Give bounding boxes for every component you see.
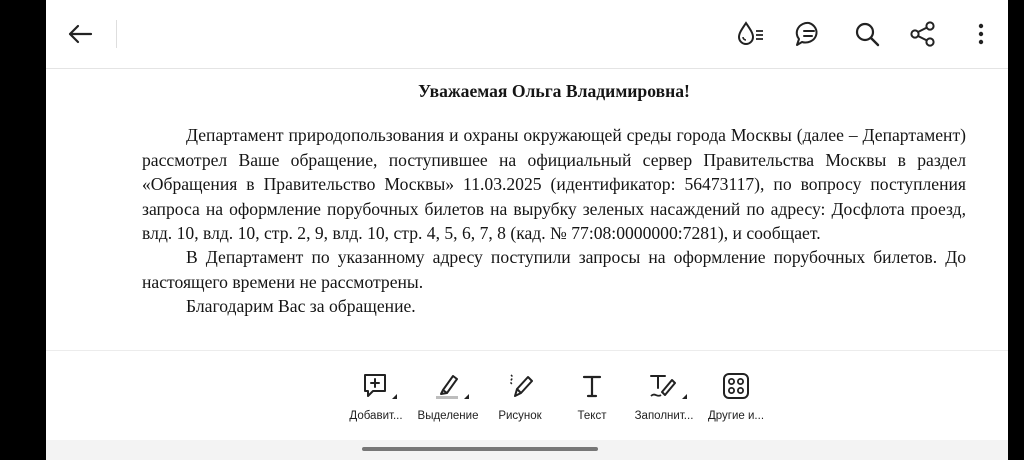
- highlight-tool[interactable]: [408, 368, 488, 422]
- tool-label: Текст: [577, 410, 607, 422]
- search-icon: [853, 20, 881, 48]
- search-button[interactable]: [850, 17, 884, 51]
- back-button[interactable]: [60, 16, 100, 52]
- more-vertical-icon: [977, 22, 985, 46]
- add-comment-tool[interactable]: [336, 368, 416, 422]
- tool-label: Выделение: [417, 410, 479, 422]
- top-app-bar: [46, 0, 1008, 69]
- draw-tool[interactable]: [480, 368, 560, 422]
- tool-label: Рисунок: [498, 410, 542, 422]
- bottom-toolbar-divider: [46, 350, 1008, 351]
- document-page: [46, 69, 1008, 351]
- share-button[interactable]: [906, 17, 940, 51]
- screen-edge: [1008, 0, 1024, 460]
- share-icon: [909, 20, 937, 48]
- dropdown-indicator-icon: [392, 394, 397, 399]
- highlight-icon: [433, 372, 463, 400]
- letter-paragraph: В Департамент по указанному адресу поступили запросы на оформление порубочных билетов. До настоящего времени не рассмотрены.: [142, 247, 966, 292]
- back-arrow-icon: [67, 23, 93, 45]
- comment-icon: [794, 20, 824, 48]
- letter-paragraph: Благодарим Вас за обращение.: [186, 296, 416, 317]
- ink-drop-button[interactable]: [734, 17, 768, 51]
- draw-icon: [505, 372, 535, 400]
- fill-sign-icon: [648, 372, 680, 400]
- text-icon: [580, 372, 604, 400]
- tool-label: Заполнит...: [634, 410, 694, 422]
- toolbar-separator: [116, 20, 117, 48]
- letter-paragraph: Департамент природопользования и охраны окружающей среды города Москвы (далее – Департамент) рассмотрел Ваше обращение, поступившее на официальный сервер Правительства Москвы в раздел «Обращения в Правительство Москвы» 11.03.2025 (идентификатор: 56473117), по вопросу поступления запроса на оформление порубочных билетов на вырубку зеленых насаждений по адресу: Досфлота проезд, влд. 10, влд. 10, стр. 2, 9, влд. 10, стр. 4, 5, 6, 7, 8 (кад. № 77:08:0000000:7281), и сообщает.: [142, 125, 966, 244]
- more-tools-icon: [722, 372, 750, 400]
- add-comment-icon: [362, 372, 390, 400]
- home-gesture-handle[interactable]: [362, 447, 598, 451]
- tool-label: Другие и...: [707, 410, 765, 422]
- letter-greeting: Уважаемая Ольга Владимировна!: [418, 81, 690, 101]
- dropdown-indicator-icon: [682, 394, 687, 399]
- fill-sign-tool[interactable]: [624, 368, 704, 422]
- text-tool[interactable]: [552, 368, 632, 422]
- comment-button[interactable]: [792, 17, 826, 51]
- dropdown-indicator-icon: [464, 394, 469, 399]
- pdf-viewer-screen: [46, 0, 1008, 460]
- tool-label: Добавит...: [349, 410, 403, 422]
- letter-body: [142, 69, 966, 319]
- more-tools-tool[interactable]: [696, 368, 776, 422]
- ink-drop-icon: [736, 20, 766, 48]
- more-options-button[interactable]: [964, 17, 998, 51]
